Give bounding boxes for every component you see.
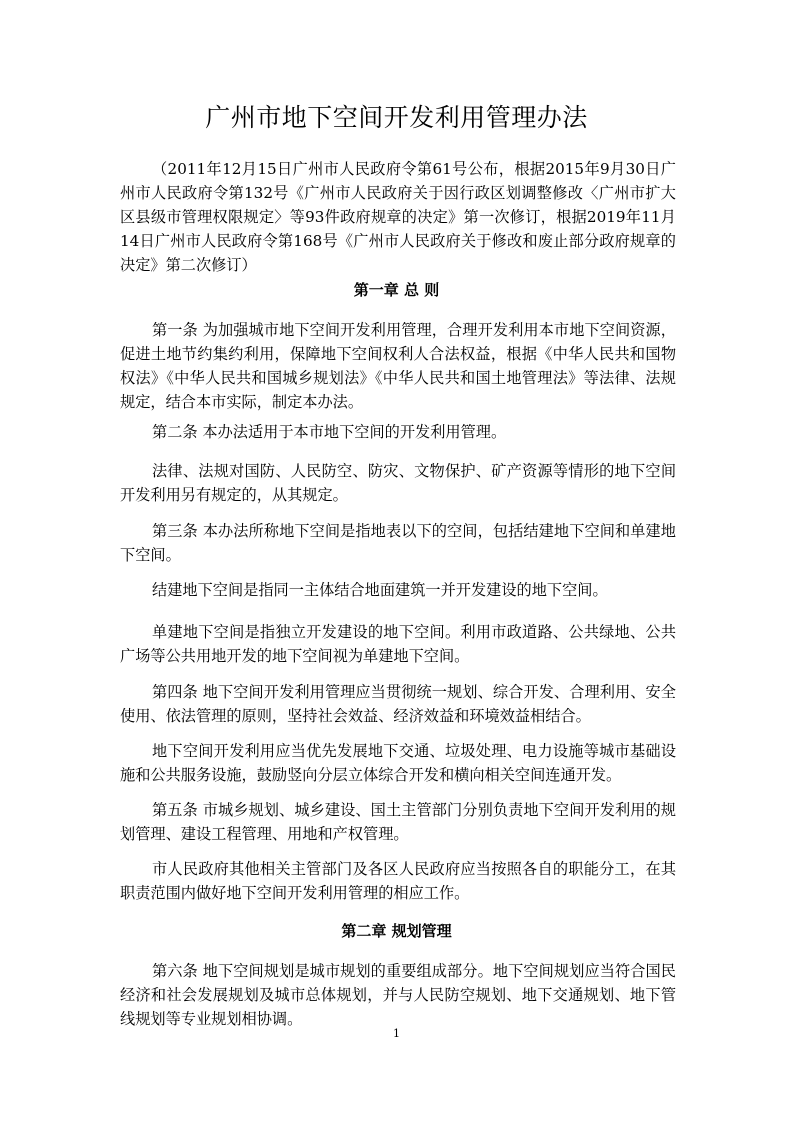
article-4-clause-paragraph: 地下空间开发利用应当优先发展地下交通、垃圾处理、电力设施等城市基础设施和公共服务设施，鼓励竖向分层立体综合开发和横向相关空间连通开发。 <box>120 742 676 784</box>
document-preamble: （2011年12月15日广州市人民政府令第61号公布，根据2015年9月30日广州市人民政府令第132号《广州市人民政府关于因行政区划调整修改〈广州市扩大区县级市管理权限规定〉等93件政府规章的决定》第一次修订，根据2019年11月14日广州市人民政府令第168号《广州市人民政府关于修改和废止部分政府规章的决定》第二次修订） <box>120 160 676 274</box>
article-1-paragraph: 第一条 为加强城市地下空间开发利用管理，合理开发利用本市地下空间资源，促进土地节约集约利用，保障地下空间权利人合法权益，根据《中华人民共和国物权法》《中华人民共和国城乡规划法》《中华人民共和国土地管理法》等法律、法规规定，结合本市实际，制定本办法。 <box>120 321 676 411</box>
chapter-1-heading: 第一章 总 则 <box>353 281 440 299</box>
article-2-paragraph: 第二条 本办法适用于本市地下空间的开发利用管理。 <box>152 423 507 441</box>
article-6-paragraph: 第六条 地下空间规划是城市规划的重要组成部分。地下空间规划应当符合国民经济和社会发展规划及城市总体规划，并与人民防空规划、地下交通规划、地下管线规划等专业规划相协调。 <box>120 962 676 1028</box>
article-5-clause-paragraph: 市人民政府其他相关主管部门及各区人民政府应当按照各自的职能分工，在其职责范围内做好地下空间开发利用管理的相应工作。 <box>120 860 676 902</box>
document-title: 广州市地下空间开发利用管理办法 <box>205 103 588 132</box>
article-3-clause-2-paragraph: 单建地下空间是指独立开发建设的地下空间。利用市政道路、公共绿地、公共广场等公共用地开发的地下空间视为单建地下空间。 <box>120 623 676 665</box>
article-5-paragraph: 第五条 市城乡规划、城乡建设、国土主管部门分别负责地下空间开发利用的规划管理、建设工程管理、用地和产权管理。 <box>120 801 676 843</box>
page-number: 1 <box>393 1027 400 1040</box>
article-2-clause-paragraph: 法律、法规对国防、人民防空、防灾、文物保护、矿产资源等情形的地下空间开发利用另有规定的，从其规定。 <box>120 462 676 504</box>
article-3-clause-1-paragraph: 结建地下空间是指同一主体结合地面建筑一并开发建设的地下空间。 <box>152 581 608 599</box>
chapter-2-heading: 第二章 规划管理 <box>341 922 452 940</box>
article-4-paragraph: 第四条 地下空间开发利用管理应当贯彻统一规划、综合开发、合理利用、安全使用、依法管理的原则，坚持社会效益、经济效益和环境效益相结合。 <box>120 683 676 725</box>
article-3-paragraph: 第三条 本办法所称地下空间是指地表以下的空间，包括结建地下空间和单建地下空间。 <box>120 522 676 564</box>
